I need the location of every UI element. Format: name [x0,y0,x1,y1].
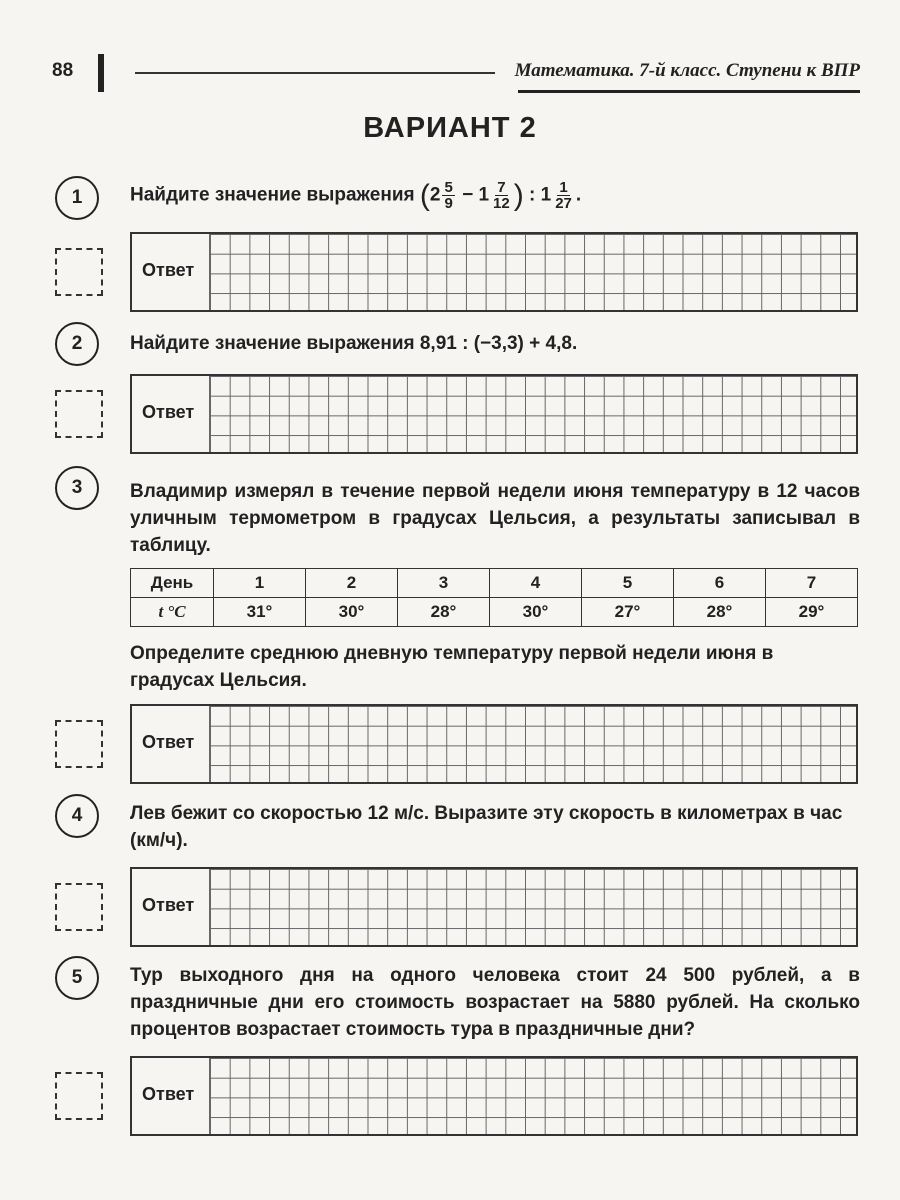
task-number-3: 3 [55,466,99,510]
answer-grid-1[interactable] [130,232,858,312]
answer-label: Ответ [142,260,195,280]
table-cell-day: 2 [306,569,398,598]
expr-whole-3: 1 [540,184,552,206]
table-cell-temp: 28° [674,598,766,627]
fraction-2-numerator: 7 [497,179,506,196]
fraction-3-numerator: 1 [559,179,568,196]
table-cell-day: 5 [582,569,674,598]
answer-label: Ответ [142,1084,195,1104]
table-cell-day: 6 [674,569,766,598]
score-box-4[interactable] [55,883,103,931]
table-row-days [131,569,858,598]
expr-whole-2: 1 [478,184,490,206]
expr-end: . [575,184,582,206]
fraction-3-denominator: 27 [555,195,572,212]
task-2-text: Найдите значение выражения 8,91 : (−3,3) + 4,8. [130,333,578,354]
fraction-2-denominator: 12 [493,195,510,212]
table-header-day: День [131,569,214,598]
answer-grid-4[interactable] [130,867,858,947]
table-cell-day: 1 [214,569,306,598]
task-3-text: Владимир измерял в течение первой недели июня температуру в 12 часов уличным термометром в градусах Цельсия, а результаты записывал в таблицу. [130,481,860,556]
fraction-2 [491,180,512,211]
table-cell-temp: 31° [214,598,306,627]
variant-title: ВАРИАНТ 2 [363,112,537,144]
header-rule [518,90,860,93]
header-bar [98,54,104,92]
table-cell-day: 7 [766,569,858,598]
fraction-1-denominator: 9 [444,195,453,212]
score-box-1[interactable] [55,248,103,296]
task-number-1: 1 [55,176,99,220]
task-number-4: 4 [55,794,99,838]
table-header-temp: t °C [131,598,214,627]
answer-label-area [132,376,210,452]
task-1-text [130,180,860,211]
answer-grid-5[interactable] [130,1056,858,1136]
answer-grid-2[interactable] [130,374,858,454]
table-cell-temp: 30° [306,598,398,627]
book-title: Математика. 7-й класс. Ступени к ВПР [514,60,860,81]
score-box-3[interactable] [55,720,103,768]
answer-label: Ответ [142,402,195,422]
expr-minus: − [462,184,474,206]
expr-whole-1: 2 [429,184,441,206]
score-box-5[interactable] [55,1072,103,1120]
task-1-prefix: Найдите значение выражения [130,184,415,206]
task-4-text: Лев бежит со скоростью 12 м/с. Выразите эту скорость в километрах в час (км/ч). [130,803,843,851]
task-number-5: 5 [55,956,99,1000]
answer-label-area [132,706,210,782]
answer-label: Ответ [142,895,195,915]
answer-grid-3[interactable] [130,704,858,784]
task-number-2: 2 [55,322,99,366]
fraction-1-numerator: 5 [444,179,453,196]
header-line [135,72,495,74]
table-cell-temp: 29° [766,598,858,627]
fraction-3 [553,180,574,211]
answer-label-area [132,1058,210,1134]
table-row-temps [131,598,858,627]
temperature-table [130,568,858,627]
task-5-text: Тур выходного дня на одного человека стоит 24 500 рублей, а в праздничные дни его стоимость возрастает на 5880 рублей. На сколько процентов возрастает стоимость тура в праздничные дни? [130,965,860,1040]
paren-close: ) [513,179,524,212]
expr-colon: : [529,184,536,206]
table-cell-temp: 28° [398,598,490,627]
score-box-2[interactable] [55,390,103,438]
table-cell-temp: 27° [582,598,674,627]
answer-label: Ответ [142,732,195,752]
table-cell-temp: 30° [490,598,582,627]
fraction-1 [442,180,454,211]
answer-label-area [132,234,210,310]
task-3-question: Определите среднюю дневную температуру первой недели июня в градусах Цельсия. [130,643,774,691]
page-number: 88 [52,60,74,81]
table-cell-day: 3 [398,569,490,598]
paren-open: ( [419,179,430,212]
table-cell-day: 4 [490,569,582,598]
answer-label-area [132,869,210,945]
